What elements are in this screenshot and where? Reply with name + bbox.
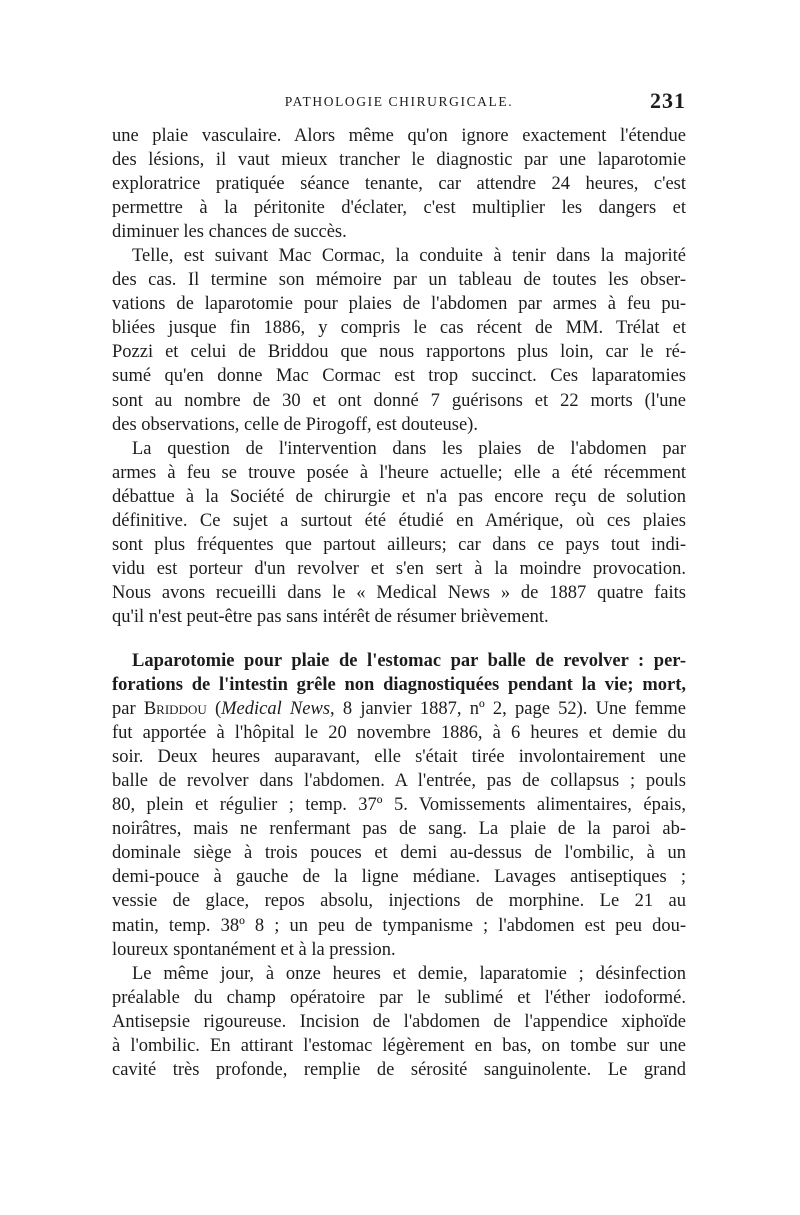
text-line: La question de l'intervention dans les plaies de l'abdomen par <box>132 438 686 459</box>
running-head <box>112 88 686 116</box>
text-line: fut apportée à l'hôpital le 20 novembre 1886, à 6 heures et demie du <box>112 723 686 744</box>
text-line: définitive. Ce sujet a surtout été étudié en Amérique, où ces plaies <box>112 510 686 531</box>
text-line: à l'ombilic. En attirant l'estomac légèrement en bas, on tombe sur une <box>112 1035 686 1056</box>
citation-prefix: par <box>112 699 144 720</box>
text-line: loureux spontanément et à la pression. <box>112 939 396 960</box>
text-line: des lésions, il vaut mieux trancher le diagnostic par une laparotomie <box>112 150 686 171</box>
text-line: sumé qu'en donne Mac Cormac est trop succinct. Ces laparatomies <box>112 366 686 387</box>
paragraph-continuation <box>112 124 686 244</box>
text-line: 80, plein et régulier ; temp. 37º 5. Vomissements alimentaires, épais, <box>112 795 686 816</box>
case-citation-line <box>112 697 686 721</box>
text-line: diminuer les chances de succès. <box>112 222 347 243</box>
text-line: Le même jour, à onze heures et demie, laparatomie ; désinfection <box>132 963 686 984</box>
text-line: matin, temp. 38º 8 ; un peu de tympanisme ; l'abdomen est peu dou- <box>112 915 686 936</box>
citation-suffix: , 8 janvier 1887, nº 2, page 52). Une femme <box>330 699 686 720</box>
case-heading: forations de l'intestin grêle non diagnostiquées pendant la vie; mort, <box>112 675 686 696</box>
text-line: dominale siège à trois pouces et demi au-dessus de l'ombilic, à un <box>112 843 686 864</box>
text-line: préalable du champ opératoire par le sublimé et l'éther iodoformé. <box>112 987 686 1008</box>
citation-journal: Medical News <box>221 699 331 720</box>
paragraph-mac-cormac <box>112 244 686 436</box>
text-line: soir. Deux heures auparavant, elle s'était tirée involontairement une <box>112 747 686 768</box>
citation-open: ( <box>206 699 222 720</box>
text-line: demi-pouce à gauche de la ligne médiane. Lavages antiseptiques ; <box>112 867 686 888</box>
text-line: vations de laparotomie pour plaies de l'abdomen par armes à feu pu- <box>112 294 686 315</box>
case-report <box>112 649 686 962</box>
text-line: vidu est porteur d'un revolver et s'en sert à la moindre provocation. <box>112 558 686 579</box>
text-line: qu'il n'est peut-être pas sans intérêt de résumer brièvement. <box>112 606 549 627</box>
text-line: Pozzi et celui de Briddou que nous rapportons plus loin, car le ré- <box>112 342 686 363</box>
body-text <box>112 124 686 1082</box>
text-line: une plaie vasculaire. Alors même qu'on ignore exactement l'étendue <box>112 126 686 146</box>
text-line: sont plus fréquentes que partout ailleurs; car dans ce pays tout indi- <box>112 534 686 555</box>
paragraph-intervention <box>112 437 686 629</box>
citation-author: Briddou <box>143 699 207 720</box>
case-heading: Laparotomie pour plaie de l'estomac par balle de revolver : per- <box>132 650 686 671</box>
page-number: 231 <box>650 88 686 113</box>
text-line: balle de revolver dans l'abdomen. A l'entrée, pas de collapsus ; pouls <box>112 771 686 792</box>
text-line: des observations, celle de Pirogoff, est douteuse). <box>112 414 478 435</box>
text-line: sont au nombre de 30 et ont donné 7 guérisons et 22 morts (l'une <box>112 390 686 411</box>
text-line: vessie de glace, repos absolu, injections de morphine. Le 21 au <box>112 891 686 912</box>
text-line: armes à feu se trouve posée à l'heure actuelle; elle a été récemment <box>112 462 686 483</box>
text-line: Telle, est suivant Mac Cormac, la conduite à tenir dans la majorité <box>132 246 686 267</box>
text-line: des cas. Il termine son mémoire par un tableau de toutes les obser- <box>112 270 686 291</box>
text-line: cavité très profonde, remplie de sérosité sanguinolente. Le grand <box>112 1059 686 1080</box>
text-line: débattue à la Société de chirurgie et n'a pas encore reçu de solution <box>112 486 686 507</box>
text-line: permettre à la péritonite d'éclater, c'est multiplier les dangers et <box>112 198 686 219</box>
text-line: Antisepsie rigoureuse. Incision de l'abdomen de l'appendice xiphoïde <box>112 1011 686 1032</box>
text-line: Nous avons recueilli dans le « Medical News » de 1887 quatre faits <box>112 582 686 603</box>
paragraph-operation <box>112 962 686 1082</box>
text-line: bliées jusque fin 1886, y compris le cas récent de MM. Trélat et <box>112 318 686 339</box>
text-line: noirâtres, mais ne renfermant pas de sang. La plaie de la paroi ab- <box>112 819 686 840</box>
running-title: PATHOLOGIE CHIRURGICALE. <box>284 94 514 109</box>
text-line: exploratrice pratiquée séance tenante, car attendre 24 heures, c'est <box>112 174 686 195</box>
